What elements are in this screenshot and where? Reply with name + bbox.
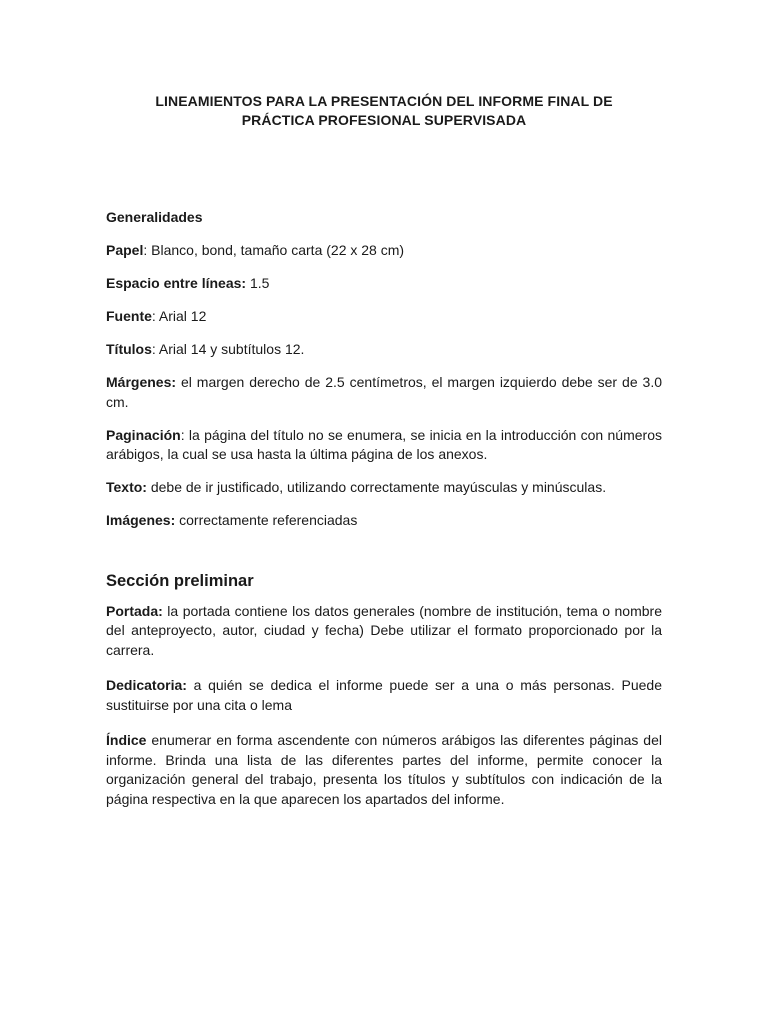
document-title xyxy=(106,92,662,130)
dedicatoria-label: Dedicatoria: xyxy=(106,677,187,693)
generalidades-heading-text: Generalidades xyxy=(106,209,203,225)
dedicatoria-paragraph xyxy=(106,676,662,715)
indice-label: Índice xyxy=(106,732,147,748)
imagenes-paragraph xyxy=(106,511,662,531)
portada-label: Portada: xyxy=(106,602,163,619)
papel-label: Papel xyxy=(106,242,144,258)
papel-text: : Blanco, bond, tamaño carta (22 x 28 cm) xyxy=(143,242,405,258)
texto-text: debe de ir justificado, utilizando correctamente mayúsculas y minúsculas. xyxy=(146,479,607,495)
margenes-text: el margen derecho de 2.5 centímetros, el margen izquierdo debe ser de 3.0 cm. xyxy=(106,374,662,410)
document-body xyxy=(106,208,662,825)
fuente-label: Fuente xyxy=(106,308,152,324)
fuente-text: : Arial 12 xyxy=(151,308,207,324)
indice-paragraph xyxy=(106,731,662,809)
portada-paragraph xyxy=(106,602,662,661)
texto-label: Texto: xyxy=(106,479,147,495)
espacio-label: Espacio entre líneas: xyxy=(106,275,247,291)
paginacion-paragraph xyxy=(106,426,662,465)
imagenes-text: correctamente referenciadas xyxy=(175,512,358,528)
generalidades-heading xyxy=(106,208,662,228)
espacio-paragraph xyxy=(106,274,662,294)
texto-paragraph xyxy=(106,478,662,498)
titulos-label: Títulos xyxy=(106,341,152,357)
margenes-label: Márgenes: xyxy=(106,374,177,390)
imagenes-label: Imágenes: xyxy=(106,512,176,528)
espacio-text: 1.5 xyxy=(246,275,270,291)
title-line-1: LINEAMIENTOS PARA LA PRESENTACIÓN DEL INFORME FINAL DE xyxy=(155,93,613,109)
section-heading-preliminar: Sección preliminar xyxy=(106,571,254,590)
paginacion-label: Paginación xyxy=(106,426,181,443)
titulos-paragraph xyxy=(106,340,662,360)
title-line-2: PRÁCTICA PROFESIONAL SUPERVISADA xyxy=(241,112,527,128)
dedicatoria-text: a quién se dedica el informe puede ser a una o más personas. Puede sustituirse por una cita o lema xyxy=(106,677,662,713)
papel-paragraph xyxy=(106,241,662,261)
titulos-text: : Arial 14 y subtítulos 12. xyxy=(151,341,305,357)
margenes-paragraph xyxy=(106,373,662,412)
indice-text: enumerar en forma ascendente con números arábigos las diferentes páginas del informe. Brinda una lista de las diferentes partes del informe, permite conocer la organización general del trabajo, presenta los títulos y subtítulos con indicación de la página respectiva en la que aparecen los apartados del informe. xyxy=(106,732,662,807)
portada-text: la portada contiene los datos generales (nombre de institución, tema o nombre del anteproyecto, autor, ciudad y fecha) Debe utilizar el formato proporcionado por la carrera. xyxy=(106,602,662,658)
fuente-paragraph xyxy=(106,307,662,327)
paginacion-text: : la página del título no se enumera, se inicia en la introducción con números arábigos, la cual se usa hasta la última página de los anexos. xyxy=(106,426,662,462)
